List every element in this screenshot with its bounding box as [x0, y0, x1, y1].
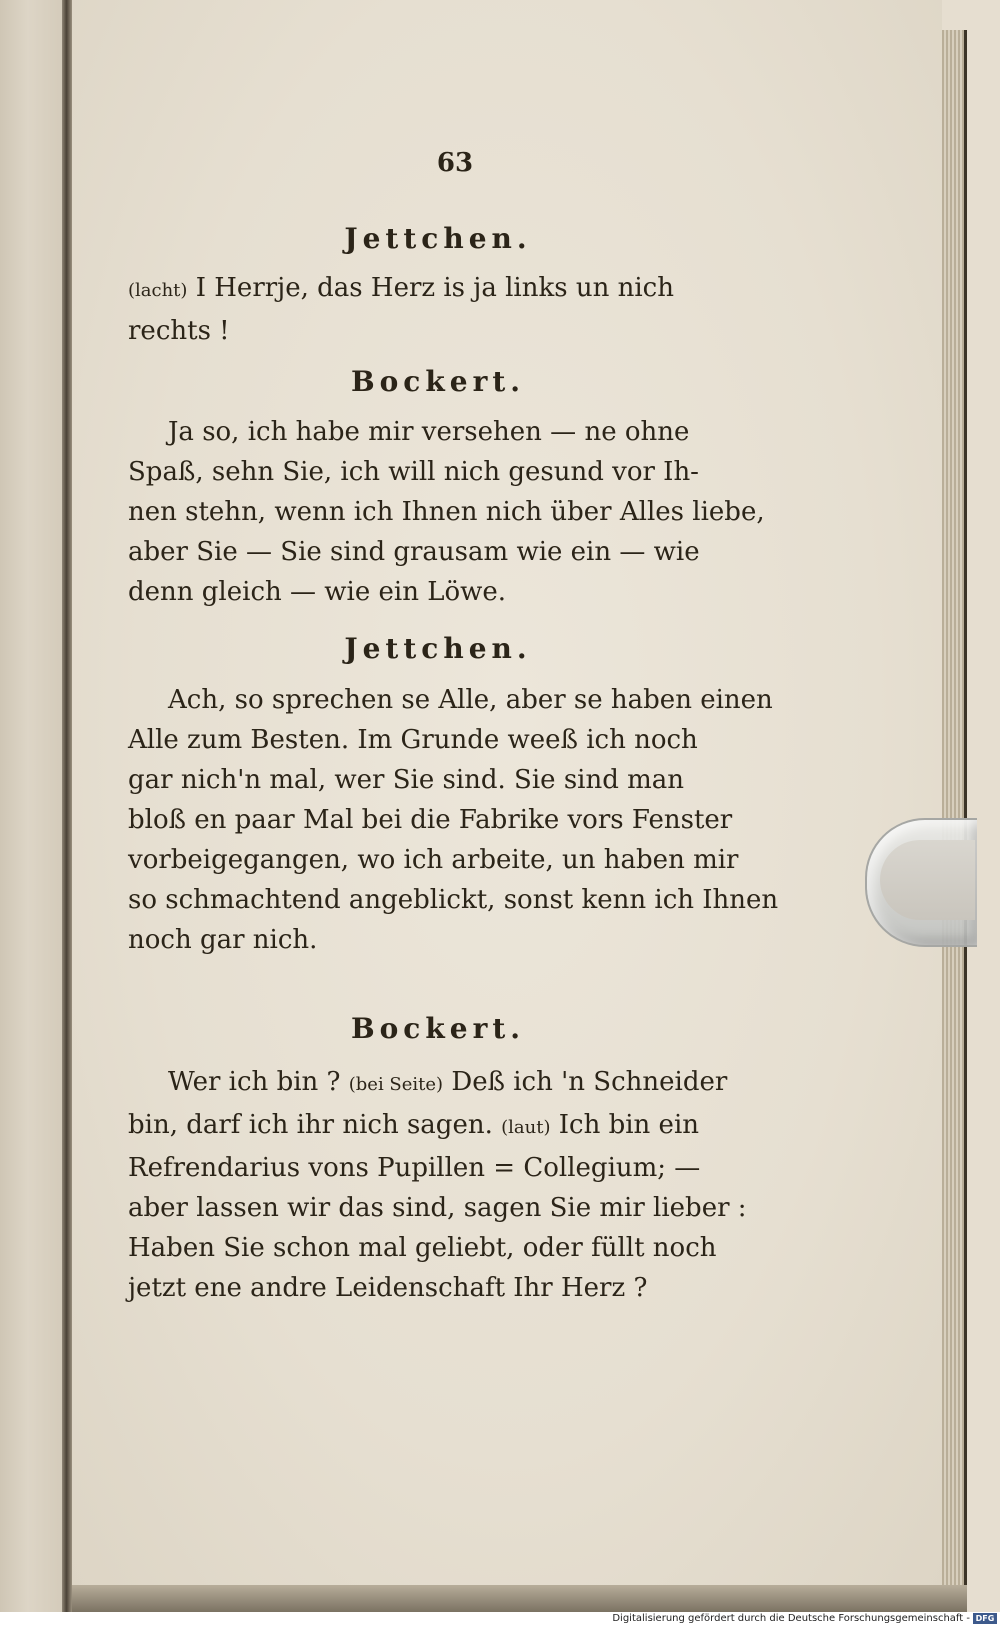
speech-paragraph [128, 680, 779, 960]
text-line: rechts ! [128, 316, 230, 346]
speaker-heading: Bockert. [350, 365, 526, 398]
line-text: bin, darf ich ihr nich sagen. [128, 1110, 502, 1140]
text-line: nen stehn, wenn ich Ihnen nich über Alles liebe, [128, 497, 765, 527]
text-line: Refrendarius vons Pupillen = Collegium; — [128, 1153, 701, 1183]
text-line: aber Sie — Sie sind grausam wie ein — wie [128, 537, 700, 567]
speaker-heading: Jettchen. [344, 632, 532, 665]
funding-credit: Digitalisierung gefördert durch die Deutsche Forschungsgemeinschaft - [612, 1613, 970, 1624]
text-line: noch gar nich. [128, 925, 318, 955]
speech-paragraph [128, 268, 748, 351]
speaker-heading: Bockert. [350, 1012, 526, 1045]
book-gutter [62, 0, 72, 1612]
left-page-edge [0, 0, 70, 1612]
dfg-logo: DFG [973, 1613, 997, 1624]
text-line: so schmachtend angeblickt, sonst kenn ich Ihnen [128, 885, 779, 915]
text-line: vorbeigegangen, wo ich arbeite, un haben mir [128, 845, 739, 875]
text-line: Spaß, sehn Sie, ich will nich gesund vor Ih- [128, 457, 699, 487]
line-text: Wer ich bin ? [168, 1067, 349, 1097]
page-number: 63 [436, 148, 474, 178]
page-clip-inner [880, 840, 975, 920]
page-stack-edge [942, 30, 967, 1590]
speech-paragraph [128, 1062, 748, 1308]
text-line: Haben Sie schon mal geliebt, oder füllt noch [128, 1233, 717, 1263]
footer-bar [0, 1612, 1000, 1625]
text-line: Ja so, ich habe mir versehen — ne ohne [168, 417, 690, 447]
text-line [128, 1062, 748, 1105]
line-text: Ich bin ein [550, 1110, 700, 1140]
text-line [128, 268, 748, 311]
text-line: bloß en paar Mal bei die Fabrike vors Fenster [128, 805, 733, 835]
speech-paragraph [128, 412, 765, 612]
speaker-heading: Jettchen. [344, 222, 532, 255]
text-line [128, 1105, 748, 1148]
text-line: Alle zum Besten. Im Grunde weeß ich noch [128, 725, 698, 755]
stage-direction: (bei Seite) [348, 1074, 444, 1095]
page-bottom-shadow [72, 1585, 967, 1612]
text-line: aber lassen wir das sind, sagen Sie mir lieber : [128, 1193, 747, 1223]
line-text: Deß ich 'n Schneider [443, 1067, 728, 1097]
stage-direction: (lacht) [128, 280, 188, 301]
stage-direction: (laut) [501, 1117, 551, 1138]
text-line: gar nich'n mal, wer Sie sind. Sie sind man [128, 765, 685, 795]
line-text: I Herrje, das Herz is ja links un nich [187, 273, 674, 303]
text-line: denn gleich — wie ein Löwe. [128, 577, 507, 607]
text-line: Ach, so sprechen se Alle, aber se haben einen [168, 685, 773, 715]
text-line: jetzt ene andre Leidenschaft Ihr Herz ? [128, 1273, 648, 1303]
